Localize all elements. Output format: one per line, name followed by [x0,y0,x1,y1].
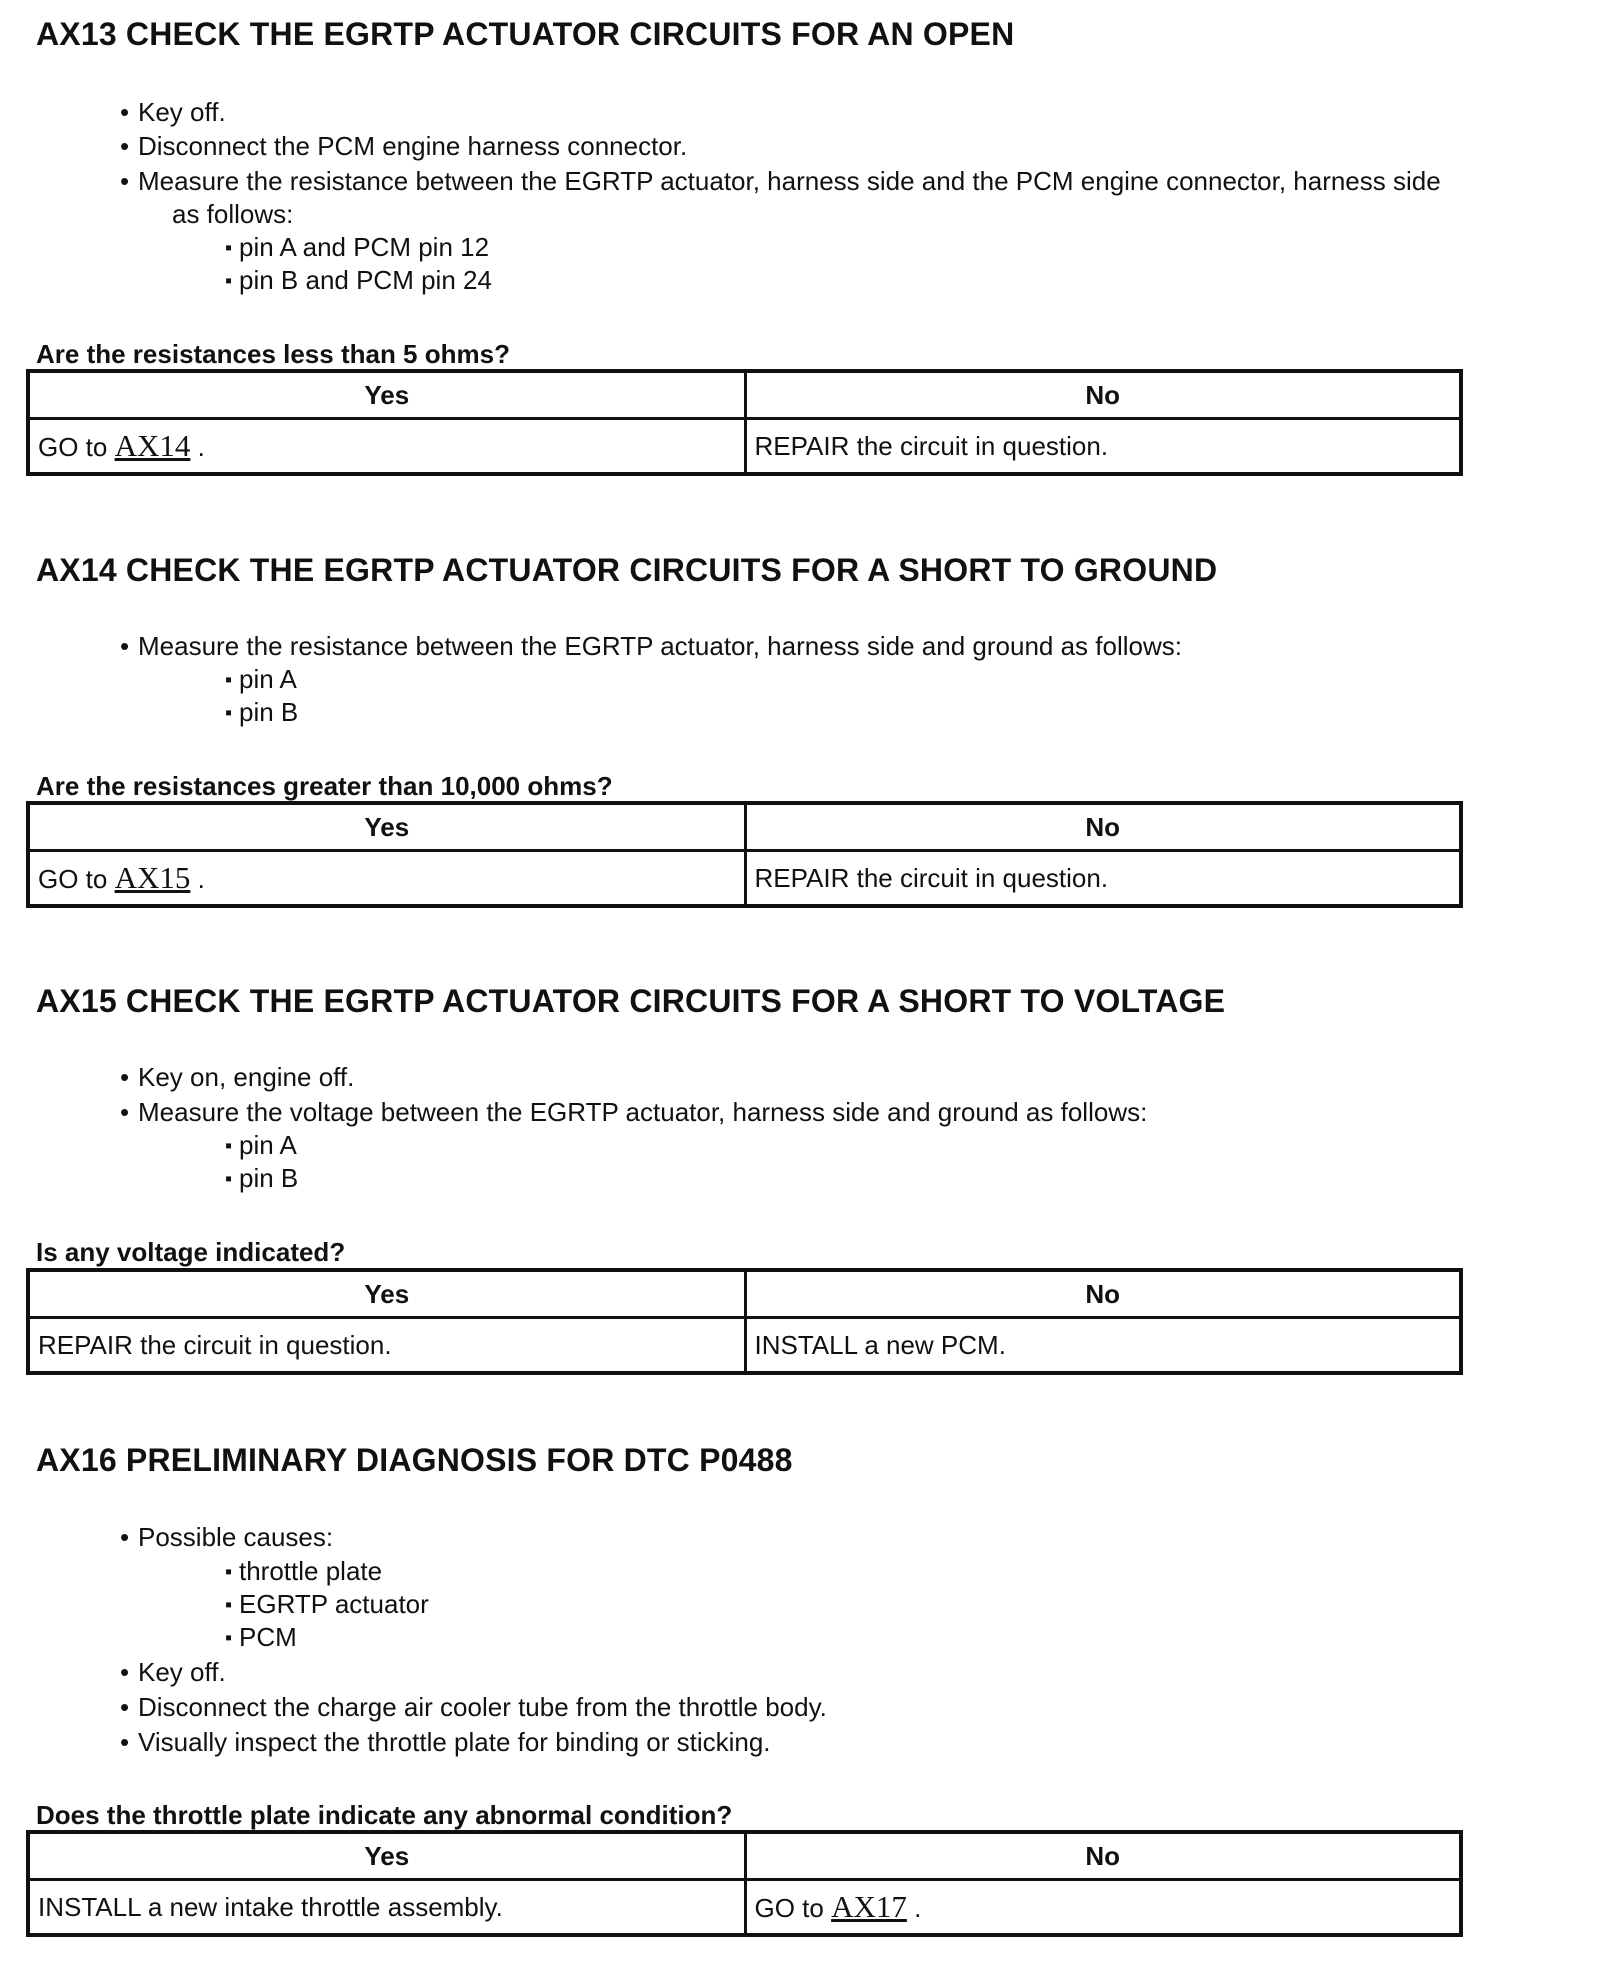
list-item: • Disconnect the PCM engine harness connector. [120,131,688,161]
link-ax17[interactable]: AX17 [831,1889,907,1924]
list-item: • Measure the resistance between the EGRTP actuator, harness side and the PCM engine connector, harness side [120,166,1441,196]
decision-question: Are the resistances greater than 10,000 ohms? [36,771,613,801]
no-header: No [745,803,1461,851]
sub-list-item: ▪ pin A [225,1130,297,1160]
list-item: • Disconnect the charge air cooler tube from the throttle body. [120,1692,827,1722]
section-heading: AX16 PRELIMINARY DIAGNOSIS FOR DTC P0488 [36,1442,793,1478]
decision-table [26,1830,1463,1937]
section-heading: AX13 CHECK THE EGRTP ACTUATOR CIRCUITS FOR AN OPEN [36,16,1015,52]
yes-header: Yes [28,1832,745,1880]
decision-table [26,1268,1463,1375]
yes-cell: GO to AX14 . [28,419,745,475]
list-item: • Visually inspect the throttle plate for binding or sticking. [120,1727,771,1757]
no-cell: REPAIR the circuit in question. [745,419,1461,475]
list-item: • Possible causes: [120,1522,334,1552]
yes-header: Yes [28,803,745,851]
sub-list-item: ▪ throttle plate [225,1556,383,1586]
no-cell: REPAIR the circuit in question. [745,851,1461,907]
yes-cell: GO to AX15 . [28,851,745,907]
yes-header: Yes [28,371,745,419]
section-heading: AX14 CHECK THE EGRTP ACTUATOR CIRCUITS FOR A SHORT TO GROUND [36,552,1218,588]
decision-table [26,801,1463,908]
yes-header: Yes [28,1270,745,1318]
section-heading: AX15 CHECK THE EGRTP ACTUATOR CIRCUITS FOR A SHORT TO VOLTAGE [36,983,1226,1019]
no-cell: GO to AX17 . [745,1880,1461,1936]
decision-question: Does the throttle plate indicate any abnormal condition? [36,1800,733,1830]
list-item-continuation: as follows: [172,199,294,229]
sub-list-item: ▪ pin B and PCM pin 24 [225,265,492,295]
list-item: • Key off. [120,1657,226,1687]
sub-list-item: ▪ pin B [225,1163,299,1193]
yes-cell: REPAIR the circuit in question. [28,1318,745,1374]
no-header: No [745,371,1461,419]
list-item: • Measure the voltage between the EGRTP actuator, harness side and ground as follows: [120,1097,1148,1127]
decision-table [26,369,1463,476]
link-ax14[interactable]: AX14 [114,428,191,463]
sub-list-item: ▪ pin A and PCM pin 12 [225,232,490,262]
decision-question: Is any voltage indicated? [36,1237,346,1267]
list-item: • Key on, engine off. [120,1062,355,1092]
decision-question: Are the resistances less than 5 ohms? [36,339,510,369]
list-item: • Measure the resistance between the EGRTP actuator, harness side and ground as follows: [120,631,1182,661]
sub-list-item: ▪ pin A [225,664,297,694]
no-header: No [745,1832,1461,1880]
link-ax15[interactable]: AX15 [114,860,191,895]
no-cell: INSTALL a new PCM. [745,1318,1461,1374]
sub-list-item: ▪ EGRTP actuator [225,1589,429,1619]
sub-list-item: ▪ pin B [225,697,299,727]
yes-cell: INSTALL a new intake throttle assembly. [28,1880,745,1936]
list-item: • Key off. [120,97,226,127]
sub-list-item: ▪ PCM [225,1622,297,1652]
no-header: No [745,1270,1461,1318]
